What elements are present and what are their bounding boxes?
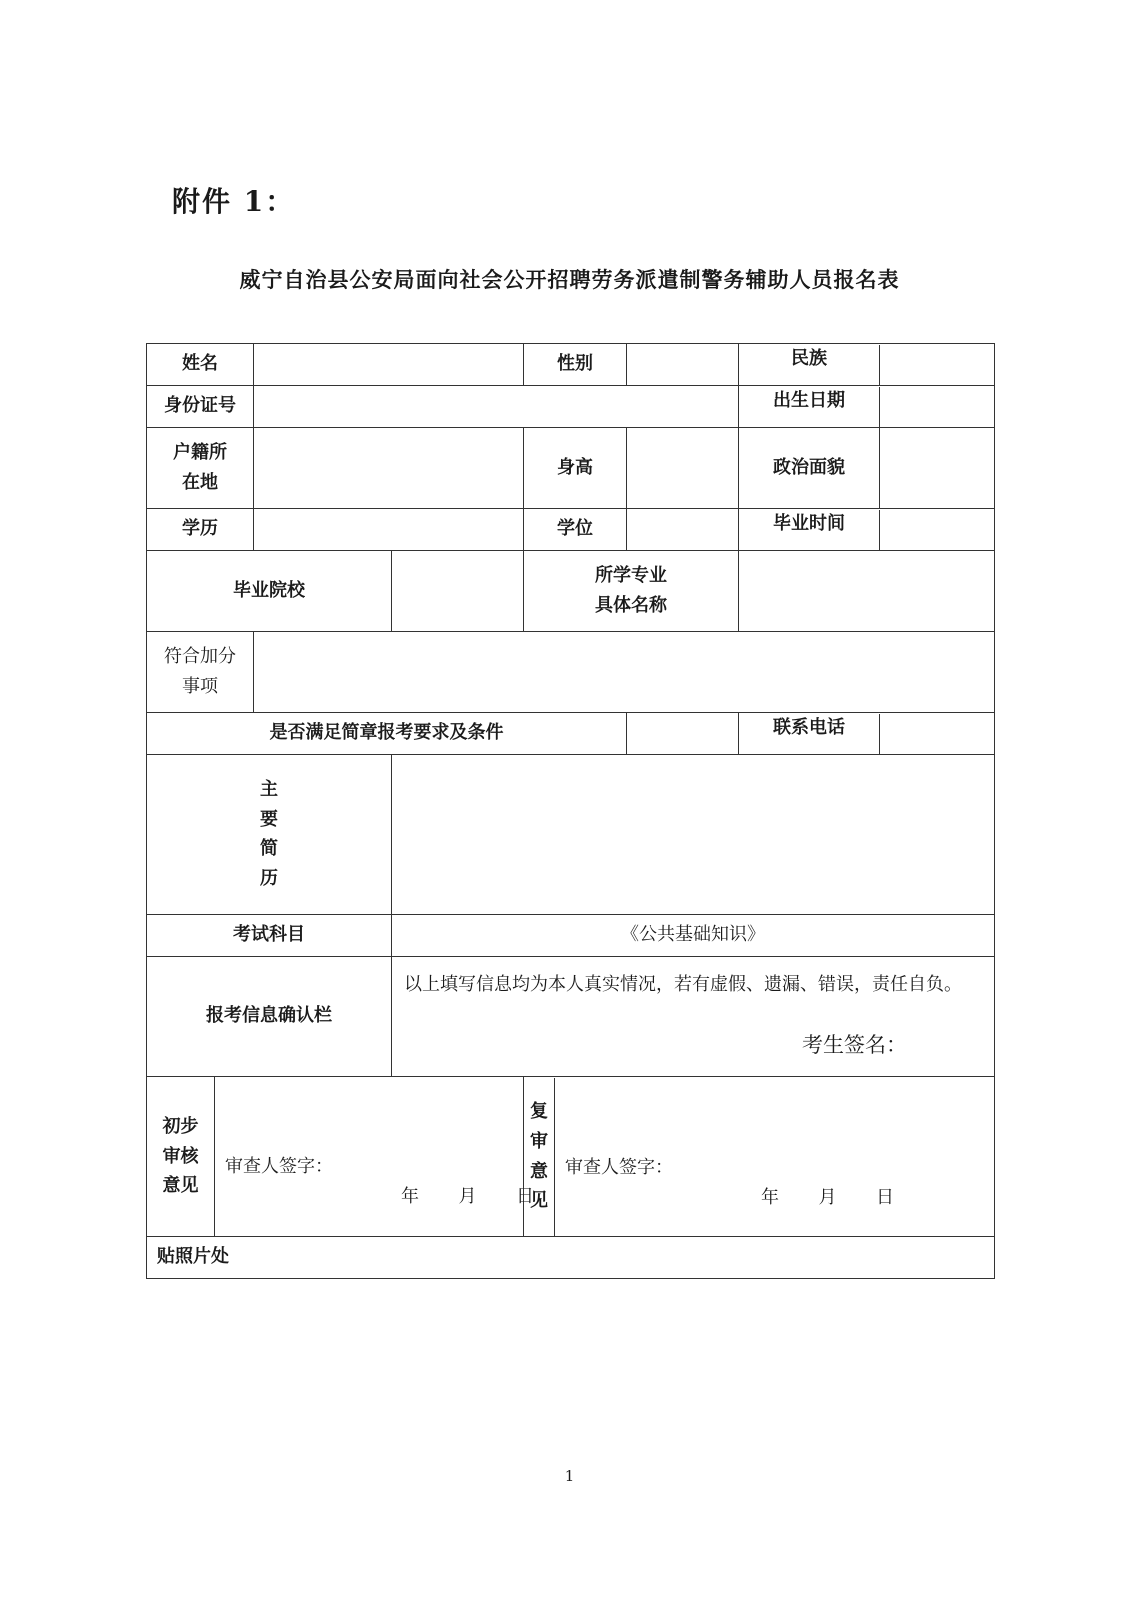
final-review-cell: [524, 1077, 995, 1237]
household-field[interactable]: [254, 428, 524, 509]
final-date-month: 月: [818, 1186, 837, 1208]
major-label-text: 所学专业具体名称: [595, 565, 668, 616]
degree-field[interactable]: [627, 509, 739, 551]
initial-review-date: [401, 1183, 534, 1212]
row-bonus: [147, 632, 995, 713]
row-exam: [147, 915, 995, 957]
ethnicity-label-text: 民族: [791, 347, 828, 369]
name-label: 姓名: [147, 344, 254, 386]
birth-date-label: 出生日期: [773, 389, 846, 411]
row-household: [147, 428, 995, 509]
final-review-area[interactable]: [555, 1078, 994, 1236]
education-label: 学历: [147, 509, 254, 551]
requirements-label: 是否满足简章报考要求及条件: [147, 713, 627, 755]
initial-reviewer-signature: 审查人签字：: [225, 1156, 333, 1177]
final-date-day: 日: [875, 1186, 894, 1208]
bonus-field[interactable]: [254, 632, 995, 713]
birth-date-field[interactable]: [879, 387, 994, 427]
page-title: 威宁自治县公安局面向社会公开招聘劳务派遣制警务辅助人员报名表: [239, 268, 900, 292]
education-field[interactable]: [254, 509, 524, 551]
id-number-field[interactable]: [254, 386, 739, 428]
row-requirements: [147, 713, 995, 755]
political-cell: [739, 428, 995, 509]
bonus-label: [147, 632, 254, 713]
initial-review-label-text: 初步审核意见: [162, 1115, 199, 1197]
bonus-label-text: 符合加分事项: [164, 646, 236, 697]
row-id: [147, 386, 995, 428]
final-date-year: 年: [761, 1186, 780, 1208]
ethnicity-label: [739, 344, 995, 386]
initial-date-year: 年: [401, 1186, 419, 1207]
phone-field[interactable]: [879, 714, 994, 754]
confirm-label: 报考信息确认栏: [147, 957, 392, 1077]
phone-cell: [739, 713, 995, 755]
gender-field[interactable]: [627, 344, 739, 386]
confirm-area[interactable]: [392, 957, 995, 1077]
height-label: 身高: [524, 428, 627, 509]
phone-label: 联系电话: [773, 716, 846, 738]
major-label: [524, 551, 739, 632]
household-label: [147, 428, 254, 509]
id-number-label: 身份证号: [147, 386, 254, 428]
graduation-time-field[interactable]: [879, 510, 994, 550]
political-status-label: 政治面貌: [773, 456, 846, 478]
attachment-label: 附件 1：: [172, 185, 296, 218]
registration-form: [146, 343, 995, 1279]
resume-label: [147, 755, 392, 915]
graduation-cell: [739, 509, 995, 551]
confirm-statement: 以上填写信息均为本人真实情况，若有虚假、遗漏、错误，责任自负。: [404, 974, 962, 995]
requirements-field[interactable]: [627, 713, 739, 755]
major-field[interactable]: [739, 551, 995, 632]
major-label-box: [524, 551, 738, 631]
resume-label-text: 主要简历: [260, 779, 278, 890]
page-number: 1: [564, 1467, 575, 1485]
political-status-field[interactable]: [879, 428, 994, 508]
graduation-time-label: 毕业时间: [773, 512, 846, 534]
initial-review-area[interactable]: [215, 1077, 534, 1237]
ethnicity-field[interactable]: [879, 345, 994, 385]
row-resume: [147, 755, 995, 915]
photo-area[interactable]: [147, 1237, 995, 1279]
row-education: [147, 509, 995, 551]
row-photo: [147, 1237, 995, 1279]
initial-date-day: 日: [515, 1186, 534, 1207]
name-field[interactable]: [254, 344, 524, 386]
gender-label: 性别: [524, 344, 627, 386]
row-school: [147, 551, 995, 632]
candidate-signature-label: 考生签名：: [802, 1033, 907, 1057]
school-label: 毕业院校: [147, 551, 392, 632]
row-confirm: [147, 957, 995, 1077]
birth-date-cell: [739, 386, 995, 428]
height-field[interactable]: [627, 428, 739, 509]
row-review: [147, 1077, 995, 1237]
photo-label: 贴照片处: [157, 1246, 229, 1268]
exam-subject-label: 考试科目: [147, 915, 392, 957]
initial-review-label: [147, 1077, 215, 1237]
school-field[interactable]: [392, 551, 524, 632]
degree-label: 学位: [524, 509, 627, 551]
final-review-label-text: 复审意见: [530, 1101, 549, 1212]
final-review-label: [524, 1078, 555, 1236]
final-review-date: [761, 1184, 894, 1213]
row-basic-info: [147, 344, 995, 386]
initial-date-month: 月: [458, 1186, 477, 1207]
household-label-text: 户籍所在地: [173, 442, 227, 493]
resume-field[interactable]: [392, 755, 995, 915]
exam-subject-value: 《公共基础知识》: [392, 915, 995, 957]
final-reviewer-signature: 审查人签字：: [565, 1156, 674, 1178]
